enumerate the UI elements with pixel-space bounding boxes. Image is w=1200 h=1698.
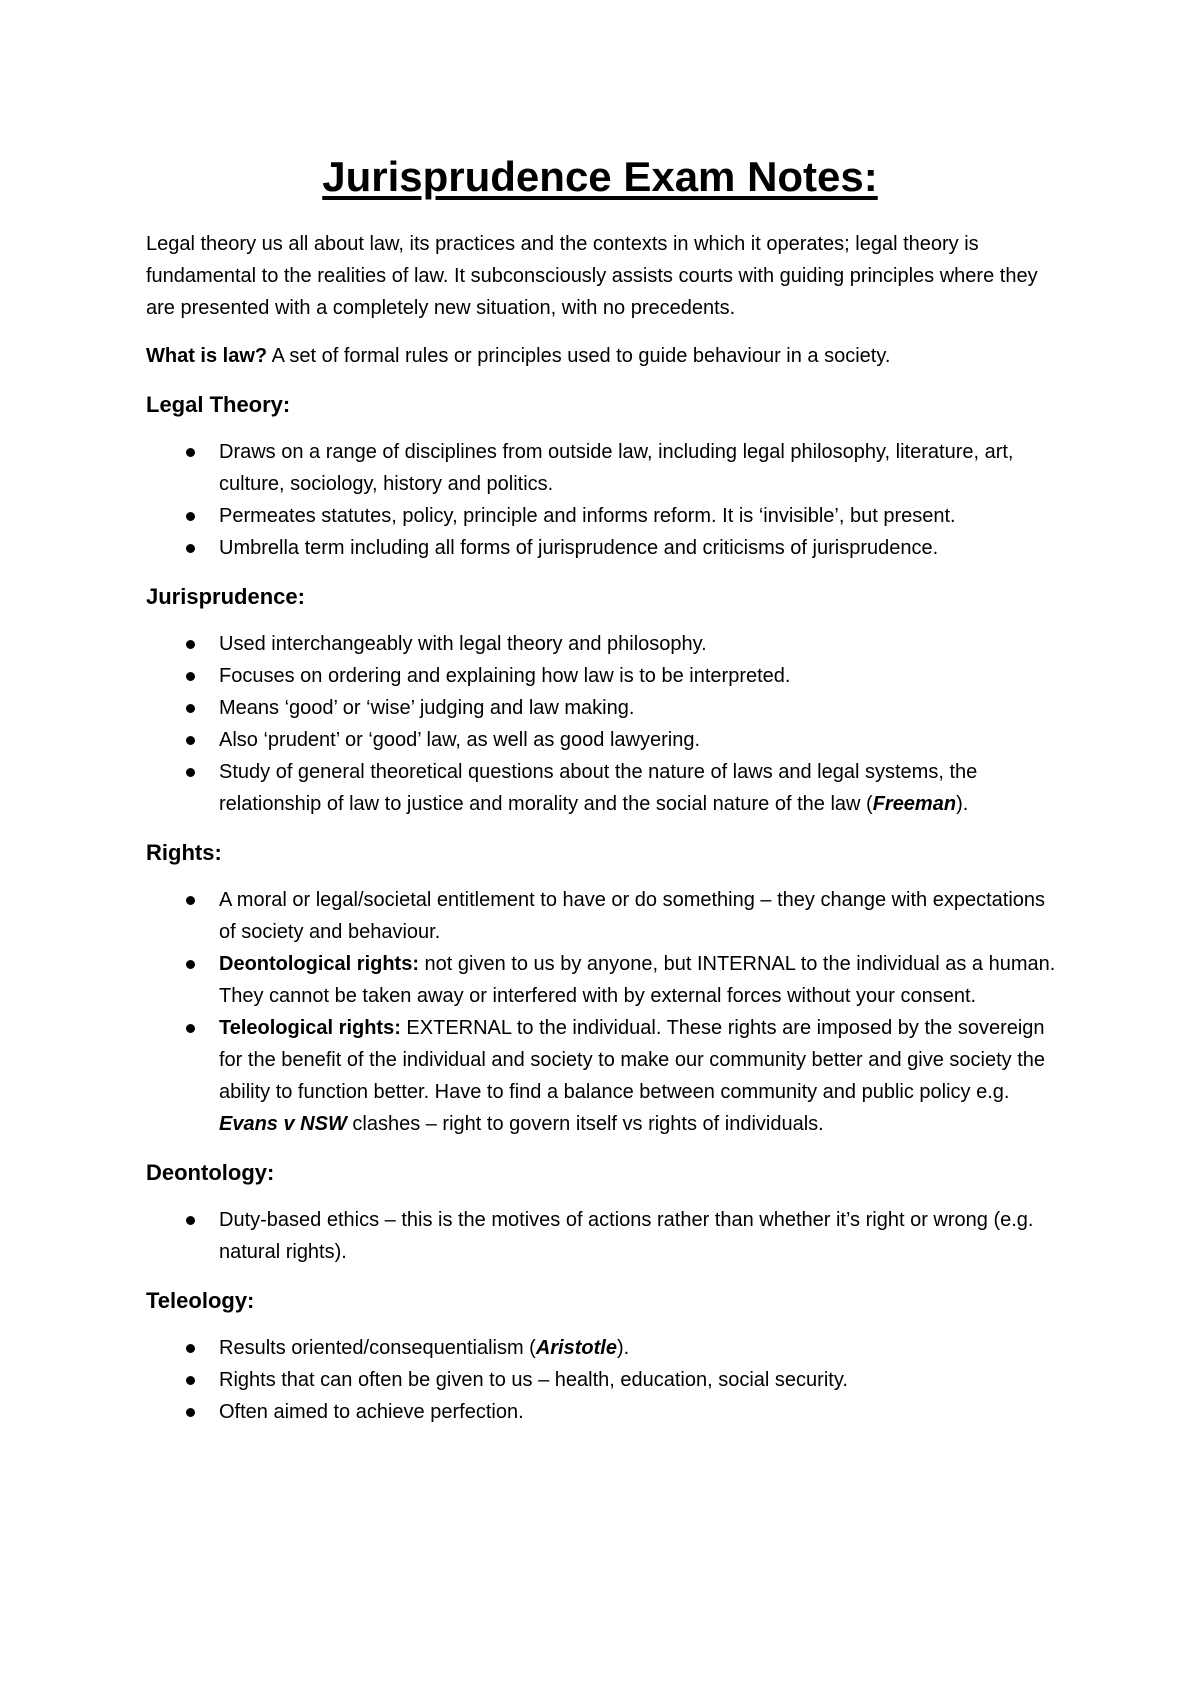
list-item: Means ‘good’ or ‘wise’ judging and law making. [146,692,1066,724]
list-item: Focuses on ordering and explaining how law is to be interpreted. [146,660,1066,692]
study-text: Study of general theoretical questions about the nature of laws and legal systems, the relationship of law to justice and morality and the social nature of the law ( [219,761,978,815]
heading-rights: Rights: [146,840,222,865]
rights-list [146,884,1066,1140]
case-name-freeman: Freeman [872,793,957,815]
list-item: Draws on a range of disciplines from outside law, including legal philosophy, literature, art, culture, sociology, history and politics. [146,436,1066,500]
results-text-end: ). [616,1337,630,1359]
teleological-rights-label: Teleological rights: [219,1017,401,1039]
document-body [146,228,1066,1444]
list-item: Used interchangeably with legal theory and philosophy. [146,628,1066,660]
list-item-study [146,756,1066,820]
list-item-deontological-rights [146,948,1066,1012]
case-name-aristotle: Aristotle [535,1337,617,1359]
case-name-evans-v-nsw: Evans v NSW [219,1113,347,1135]
jurisprudence-list [146,628,1066,820]
deontology-list [146,1204,1066,1268]
what-is-law-label: What is law? [146,345,268,367]
teleology-list [146,1332,1066,1428]
legal-theory-list [146,436,1066,564]
list-item: Permeates statutes, policy, principle and informs reform. It is ‘invisible’, but present. [146,500,1066,532]
results-text: Results oriented/consequentialism ( [219,1337,536,1359]
page-title: Jurisprudence Exam Notes: [322,153,878,200]
heading-deontology: Deontology: [146,1160,275,1185]
what-is-law-paragraph [146,340,1066,372]
heading-jurisprudence: Jurisprudence: [146,584,305,609]
teleological-rights-text: EXTERNAL to the individual. These rights are imposed by the sovereign for the benefit of the individual and society to make our community better and give society the ability to function better. Have to find a balance between community and public policy e.g. [219,1017,1046,1103]
what-is-law-text: A set of formal rules or principles used to guide behaviour in a society. [267,345,891,367]
intro-paragraph: Legal theory us all about law, its practices and the contexts in which it operates; legal theory is fundamental to the realities of law. It subconsciously assists courts with guiding principles where they are presented with a completely new situation, with no precedents. [146,233,1038,319]
list-item: Often aimed to achieve perfection. [146,1396,1066,1428]
list-item-results [146,1332,1066,1364]
teleological-rights-text-end: clashes – right to govern itself vs rights of individuals. [346,1113,824,1135]
list-item: Rights that can often be given to us – health, education, social security. [146,1364,1066,1396]
list-item: Umbrella term including all forms of jurisprudence and criticisms of jurisprudence. [146,532,1066,564]
list-item: Duty-based ethics – this is the motives of actions rather than whether it’s right or wrong (e.g. natural rights). [146,1204,1066,1268]
list-item-teleological-rights [146,1012,1066,1140]
heading-legal-theory: Legal Theory: [146,392,291,417]
heading-teleology: Teleology: [146,1288,255,1313]
deontological-rights-text: not given to us by anyone, but INTERNAL to the individual as a human. They cannot be taken away or interfered with by external forces without your consent. [219,953,1056,1007]
deontological-rights-label: Deontological rights: [219,953,419,975]
list-item: A moral or legal/societal entitlement to have or do something – they change with expectations of society and behaviour. [146,884,1066,948]
list-item: Also ‘prudent’ or ‘good’ law, as well as good lawyering. [146,724,1066,756]
study-text-end: ). [956,793,969,815]
